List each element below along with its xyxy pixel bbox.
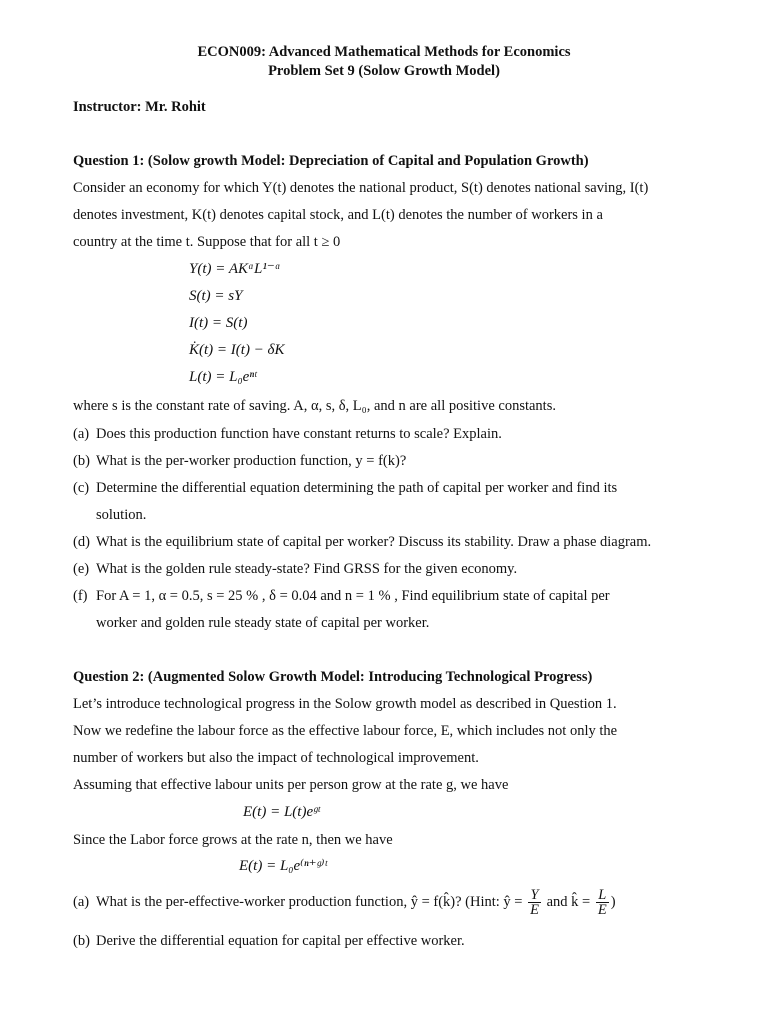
part-label: (a) (73, 894, 90, 910)
part-label: (b) (73, 453, 90, 469)
equation-effective-labour: E(t) = L(t)eᵍᵗ (243, 804, 320, 820)
q2-heading: Question 2: (Augmented Solow Growth Model: Introducing Technological Progress) (73, 669, 593, 685)
hint-fraction-k: $\frac{L}{E}$ (597, 887, 607, 919)
q2-intro-line: Let’s introduce technological progress in the Solow growth model as described in Question 1. (73, 696, 617, 712)
part-text: solution. (96, 507, 147, 523)
equation-saving: S(t) = sY (189, 288, 243, 304)
part-text: What is the golden rule steady-state? Find GRSS for the given economy. (96, 561, 518, 577)
part-label: (f) (73, 588, 88, 604)
course-title: ECON009: Advanced Mathematical Methods for Economics (197, 44, 571, 60)
q1-heading: Question 1: (Solow growth Model: Depreciation of Capital and Population Growth) (73, 153, 589, 169)
hint-and: and k̂ = (546, 894, 591, 910)
part-label: (d) (73, 534, 90, 550)
q2-intro-line: Now we redefine the labour force as the effective labour force, E, which includes not only the (73, 723, 618, 739)
problem-set-title: Problem Set 9 (Solow Growth Model) (268, 63, 500, 79)
part-label: (b) (73, 933, 90, 949)
q1-where-line: where s is the constant rate of saving. A, α, s, δ, L₀, and n are all positive constants. (73, 398, 556, 414)
part-label: (c) (73, 480, 90, 496)
q2-mid-line: Since the Labor force grows at the rate n, then we have (73, 832, 393, 848)
equation-production: Y(t) = AKᵅL¹⁻ᵅ (189, 261, 281, 277)
q2-part-a (96, 882, 616, 922)
equation-labour: L(t) = L₀eⁿᵗ (189, 369, 257, 385)
q1-intro-line: Consider an economy for which Y(t) denotes the national product, S(t) denotes national saving, I(t) (73, 180, 649, 196)
part-text: worker and golden rule steady state of capital per worker. (96, 615, 430, 631)
instructor: Instructor: Mr. Rohit (73, 99, 206, 115)
part-text: For A = 1, α = 0.5, s = 25 % , δ = 0.04 and n = 1 % , Find equilibrium state of capital per (96, 588, 610, 604)
q2-intro-line: number of workers but also the impact of technological improvement. (73, 750, 479, 766)
part-text: Determine the differential equation determining the path of capital per worker and find its (96, 480, 618, 496)
equation-capital: K̇(t) = I(t) − δK (189, 342, 285, 358)
part-text: What is the per-worker production function, y = f(k)? (96, 453, 407, 469)
part-text: Derive the differential equation for capital per effective worker. (96, 933, 465, 949)
part-label: (a) (73, 426, 90, 442)
part-label: (e) (73, 561, 90, 577)
equation-effective-labour-growth: E(t) = L₀e⁽ⁿ⁺ᵍ⁾ᵗ (239, 858, 327, 874)
q1-intro-line: country at the time t. Suppose that for all t ≥ 0 (73, 234, 341, 250)
q1-intro-line: denotes investment, K(t) denotes capital stock, and L(t) denotes the number of workers in a (73, 207, 603, 223)
part-text: What is the equilibrium state of capital per worker? Discuss its stability. Draw a phase diagram. (96, 534, 652, 550)
hint-close: ) (610, 894, 616, 910)
hint-fraction-y: $\frac{Y}{E}$ (530, 887, 539, 919)
equation-investment: I(t) = S(t) (189, 315, 248, 331)
q2-intro-line: Assuming that effective labour units per person grow at the rate g, we have (73, 777, 509, 793)
part-text: What is the per-effective-worker production function, ŷ = f(k̂)? (Hint: ŷ = (96, 894, 523, 910)
part-text: Does this production function have constant returns to scale? Explain. (96, 426, 502, 442)
